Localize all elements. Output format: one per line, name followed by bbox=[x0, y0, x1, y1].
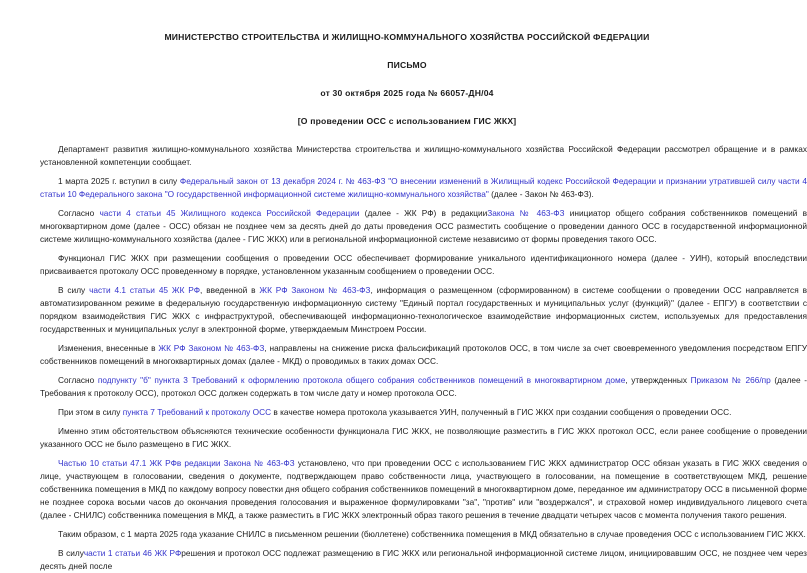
paragraph bbox=[40, 252, 807, 278]
text-run: , введенной в bbox=[200, 285, 260, 295]
text-run: Изменения, внесенные в bbox=[58, 343, 159, 353]
text-run: (далее - Требования к протоколу ОСС), протокол ОСС должен содержать в том числе дату и номер протокола ОСС. bbox=[40, 375, 807, 398]
document-type: ПИСЬМО bbox=[387, 60, 427, 70]
text-run: При этом в силу bbox=[58, 407, 123, 417]
paragraph bbox=[40, 425, 807, 451]
text-run: Именно этим обстоятельством объясняются технические особенности функционала ГИС ЖКХ, не позволяющие разместить в ГИС ЖКХ протокол ОСС, если ранее сообщение о проведении указанного ОСС не было размещено в ГИС ЖКХ. bbox=[40, 426, 807, 449]
legal-reference-link[interactable]: ЖК РФ Законом № 463-ФЗ bbox=[158, 343, 265, 353]
text-run: В силу bbox=[58, 285, 90, 295]
paragraph bbox=[40, 143, 807, 169]
document-header bbox=[0, 0, 807, 128]
text-run: 1 марта 2025 г. вступил в силу bbox=[58, 176, 180, 186]
legal-reference-link[interactable]: части 4 статьи 45 Жилищного кодекса Российской Федерации bbox=[99, 208, 360, 218]
paragraph bbox=[40, 528, 807, 541]
paragraph bbox=[40, 175, 807, 201]
legal-reference-link[interactable]: Частью 10 статьи 47.1 ЖК РФв редакции Закона № 463-ФЗ bbox=[58, 458, 295, 468]
document-date-number: от 30 октября 2025 года № 66057-ДН/04 bbox=[320, 88, 494, 98]
legal-reference-link[interactable]: ЖК РФ Законом № 463-ФЗ bbox=[259, 285, 371, 295]
ministry-name: МИНИСТЕРСТВО СТРОИТЕЛЬСТВА И ЖИЛИЩНО-КОММУНАЛЬНОГО ХОЗЯЙСТВА РОССИЙСКОЙ ФЕДЕРАЦИИ bbox=[164, 32, 650, 42]
text-run: Согласно bbox=[58, 208, 100, 218]
text-run: , информация о размещенном (сформированном) в системе сообщении о проведении ОСС направляется в автоматизированном режиме в федеральную государственную информационную систему "Единый портал государственных и муниципальных услуг (функций)" (далее - ЕПГУ) в соответствии с порядком взаимодействия ГИС ЖКХ с инфраструктурой, обеспечивающей информационно-технологическое взаимодействие информационных систем, используемых для предоставления государственных и муниципальных услуг в электронной форме, утверждаемым Минстроем России. bbox=[40, 285, 807, 334]
legal-reference-link[interactable]: части 4.1 статьи 45 ЖК РФ bbox=[89, 285, 201, 295]
legal-reference-link[interactable]: части 1 статьи 46 ЖК РФ bbox=[83, 548, 182, 558]
paragraph bbox=[40, 547, 807, 573]
text-run: в качестве номера протокола указывается УИН, полученный в ГИС ЖКХ при создании сообщения о проведении ОСС. bbox=[271, 407, 732, 417]
text-run: (далее - Закон № 463-ФЗ). bbox=[488, 189, 594, 199]
text-run: Таким образом, с 1 марта 2025 года указание СНИЛС в письменном решении (бюллетене) собственника помещения в МКД обязательно в случае проведения ОСС с использованием ГИС ЖКХ. bbox=[58, 529, 806, 539]
paragraph bbox=[40, 207, 807, 246]
document-body bbox=[0, 143, 807, 573]
paragraph bbox=[40, 406, 807, 419]
paragraph bbox=[40, 342, 807, 368]
paragraph bbox=[40, 457, 807, 522]
text-run: , направлены на снижение риска фальсификаций протоколов ОСС, в том числе за счет своевременного уведомления посредством ЕПГУ собственников помещений в многоквартирных домах (далее - МКД) о проводимых в таких домах ОСС. bbox=[40, 343, 807, 366]
paragraph bbox=[40, 374, 807, 400]
document-subject: [О проведении ОСС с использованием ГИС ЖКХ] bbox=[297, 116, 517, 126]
text-run: решения и протокол ОСС подлежат размещению в ГИС ЖКХ или региональной информационной системе лицом, инициировавшим ОСС, не позднее чем через десять дней после bbox=[40, 548, 807, 571]
paragraph bbox=[40, 284, 807, 336]
text-run: Функционал ГИС ЖКХ при размещении сообщения о проведении ОСС обеспечивает формирование уникального идентификационного номера (далее - УИН), который впоследствии присваивается протоколу ОСС проведенному в порядке, установленном указанным сообщением о проведении ОСС. bbox=[40, 253, 807, 276]
legal-reference-link[interactable]: Федеральный закон от 13 декабря 2024 г. № 463-ФЗ "О внесении изменений в Жилищный кодекс Российской Федерации и признании утратившей силу части 4 статьи 10 Федерального закона "О государственной информационной системе жилищно-коммунального хозяйства" bbox=[40, 176, 807, 199]
text-run: В силу bbox=[58, 548, 84, 558]
text-run: установлено, что при проведении ОСС с использованием ГИС ЖКХ администратор ОСС обязан указать в ГИС ЖКХ сведения о лице, участвующем в голосовании, сведения о документе, подтверждающем право собственности лица, участвующего в голосовании, на помещение в соответствующем МКД, решение собственника помещения в МКД по каждому вопросу повестки дня общего собрания собственников помещений в многоквартирном доме, переданное им администратору ОСС в письменной форме не позднее сорока восьми часов до окончания проведения голосования и выраженное формулировками "за", "против" или "воздержался", и страховой номер индивидуального лицевого счета (далее - СНИЛС) собственника помещения в МКД, а также разместить в ГИС ЖКХ электронный образ такого решения в течение двадцати четырех часов с момента получения такого решения. bbox=[40, 458, 807, 520]
text-run: инициатор общего собрания собственников помещений в многоквартирном доме (далее - ОСС) обязан не позднее чем за десять дней до даты проведения ОСС разместить сообщение о проведении данного ОСС в государственной информационной системе жилищно-коммунального хозяйства (далее - ГИС ЖКХ) или в региональной информационной системе независимо от формы проведения такого ОСС. bbox=[40, 208, 807, 244]
legal-reference-link[interactable]: Закона № 463-ФЗ bbox=[487, 208, 565, 218]
legal-reference-link[interactable]: подпункту "б" пункта 3 Требований к оформлению протокола общего собрания собственников помещений в многоквартирном доме bbox=[97, 375, 626, 385]
text-run: , утвержденных bbox=[625, 375, 691, 385]
text-run: Согласно bbox=[58, 375, 98, 385]
legal-reference-link[interactable]: пункта 7 Требований к протоколу ОСС bbox=[122, 407, 272, 417]
legal-reference-link[interactable]: Приказом № 266/пр bbox=[690, 375, 771, 385]
text-run: Департамент развития жилищно-коммунального хозяйства Министерства строительства и жилищно-коммунального хозяйства Российской Федерации рассмотрел обращение и в рамках установленной компетенции сообщает. bbox=[40, 144, 807, 167]
text-run: (далее - ЖК РФ) в редакции bbox=[359, 208, 488, 218]
